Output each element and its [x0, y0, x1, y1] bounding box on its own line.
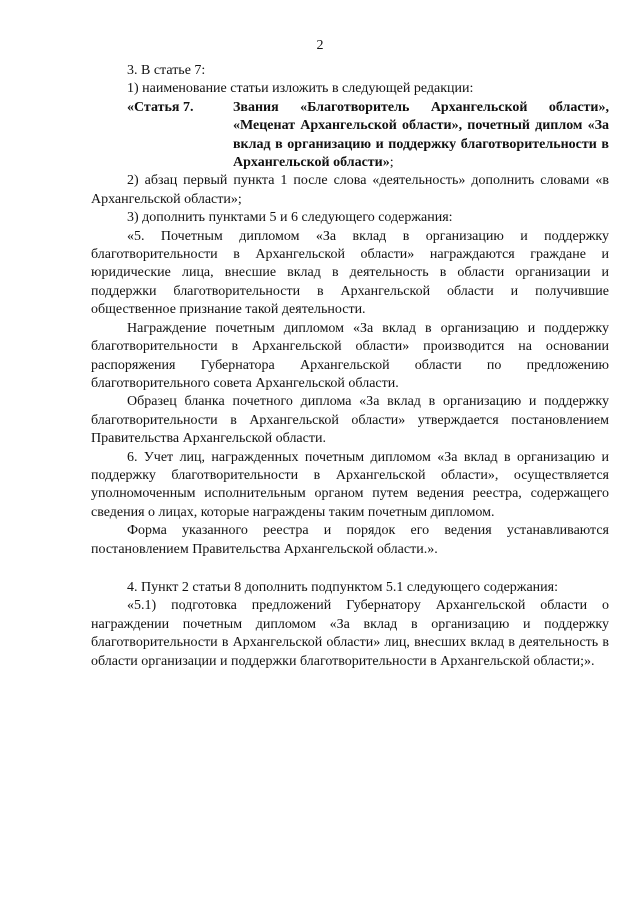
paragraph-subitem-1: 1) наименование статьи изложить в следующей редакции:	[127, 81, 474, 97]
article-heading	[91, 99, 609, 173]
article-label: «Статья 7.	[127, 99, 194, 115]
article-title-tail: ;	[389, 155, 394, 171]
paragraph-form-sample: Образец бланка почетного диплома «За вклад в организацию и поддержку благотворительности в Архангельской области» утверждается постановлением Правительства Архангельской области.	[91, 394, 609, 447]
paragraph-awarding: Награждение почетным дипломом «За вклад в организацию и поддержку благотворительности в Архангельской области» производится на основании распоряжения Губернатора Архангельской области по предложению благотворительного совета Архангельской области.	[91, 320, 609, 391]
paragraph-gap	[91, 559, 609, 579]
paragraph-item-3: 3. В статье 7:	[127, 63, 206, 78]
page-number: 2	[316, 38, 324, 53]
article-title: Звания «Благотворитель Архангельской области», «Меценат Архангельской области», почетный диплом «За вклад в организацию и поддержку благотворительности в Архангельской области»	[233, 99, 609, 171]
paragraph-item-4: 4. Пункт 2 статьи 8 дополнить подпунктом 5.1 следующего содержания:	[127, 579, 558, 595]
paragraph-subitem-3: 3) дополнить пунктами 5 и 6 следующего содержания:	[127, 210, 453, 226]
document-body	[91, 62, 609, 671]
article-title-wrap	[195, 99, 609, 173]
paragraph-subitem-2: 2) абзац первый пункта 1 после слова «деятельность» дополнить словами «в Архангельской области»;	[91, 173, 609, 207]
paragraph-point-6: 6. Учет лиц, награжденных почетным дипломом «За вклад в организацию и поддержку благотворительности в Архангельской области», осуществляется уполномоченным исполнительным органом путем ведения реестра, содержащего сведения о лицах, которые награждены таким почетным дипломом.	[91, 449, 609, 520]
paragraph-point-5: «5. Почетным дипломом «За вклад в организацию и поддержку благотворительности в Архангельской области» награждаются граждане и юридические лица, внесшие вклад в деятельность в области организации и поддержки благотворительности в Архангельской области и получившие общественное признание такой деятельности.	[91, 228, 609, 318]
paragraph-subitem-5-1: «5.1) подготовка предложений Губернатору Архангельской области о награждении почетным дипломом «За вклад в организацию и поддержку благотворительности в Архангельской области» лиц, внесших вклад в деятельность в области организации и поддержки благотворительности в Архангельской области;».	[91, 598, 609, 669]
paragraph-registry-form: Форма указанного реестра и порядок его ведения устанавливаются постановлением Правительства Архангельской области.».	[91, 523, 609, 557]
